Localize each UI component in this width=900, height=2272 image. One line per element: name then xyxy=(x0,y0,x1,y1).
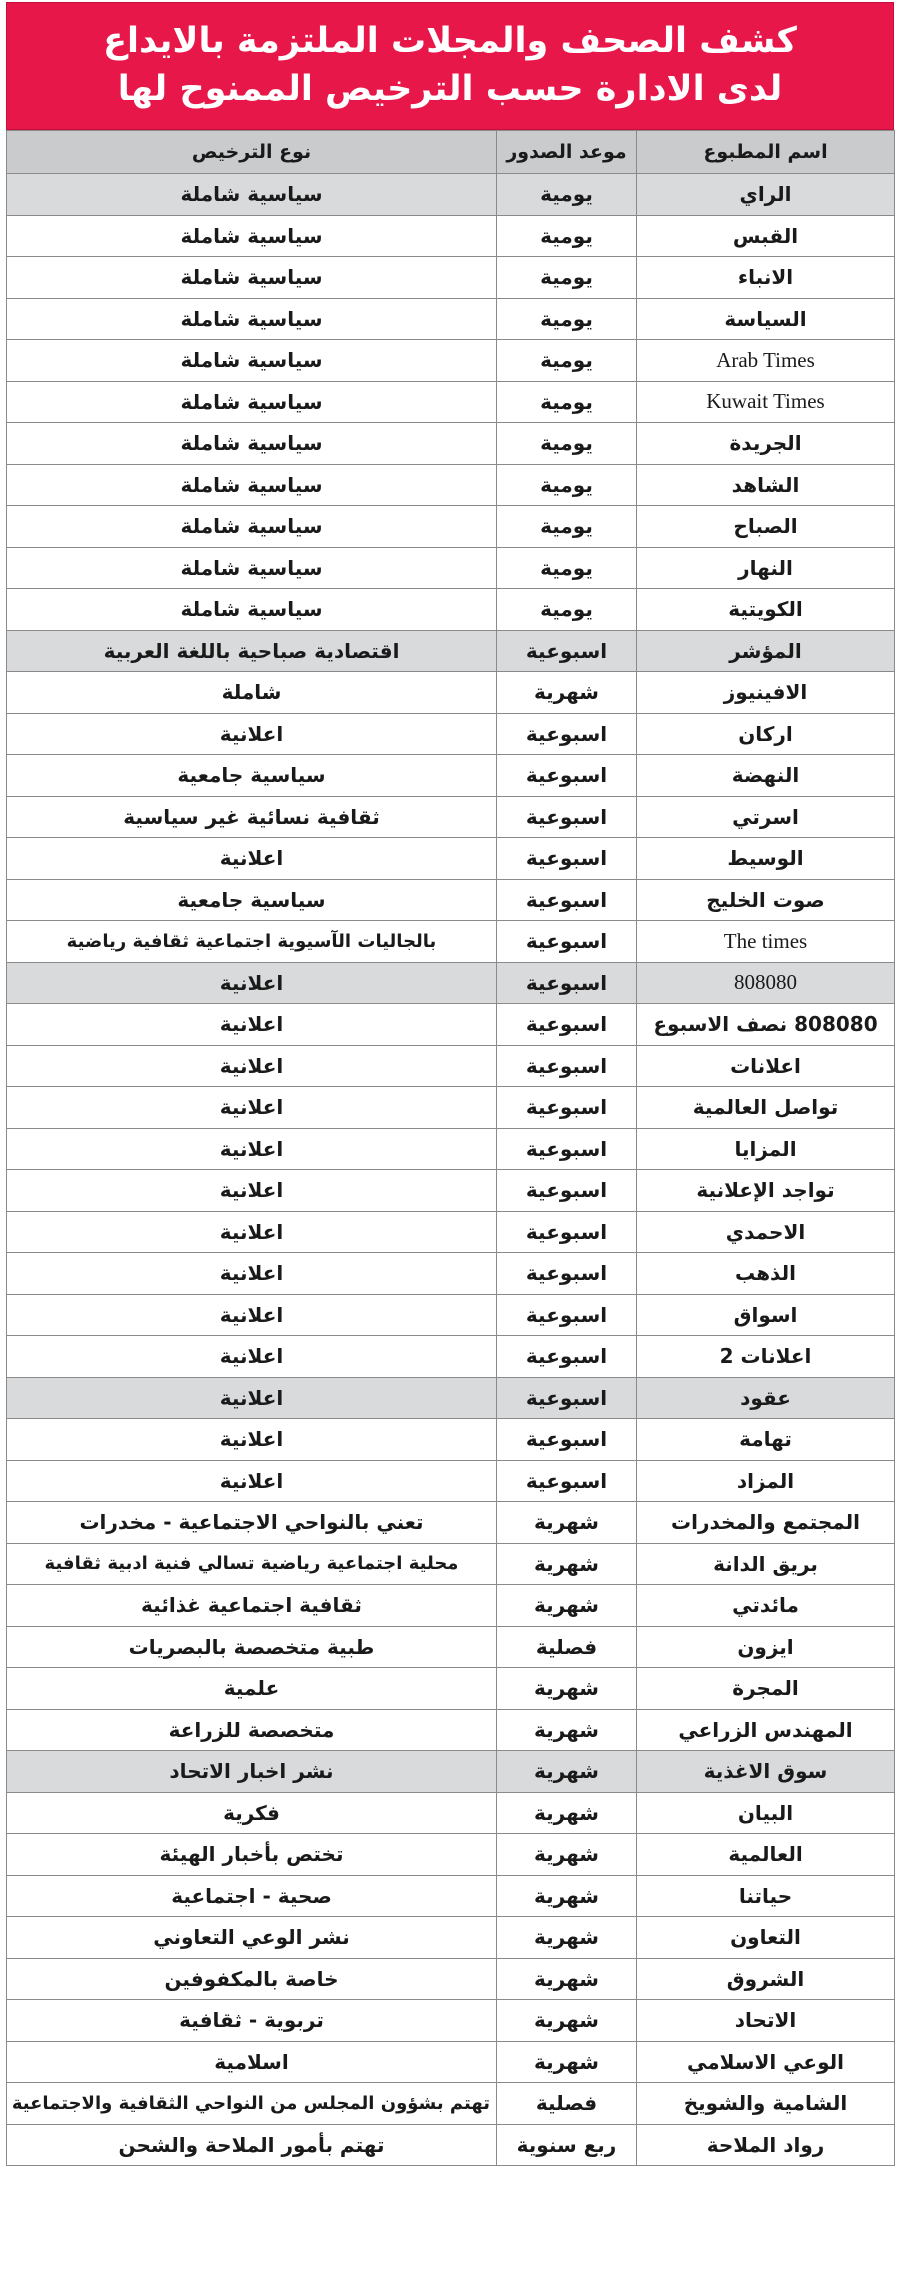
publication-name-cell: الشامية والشويخ xyxy=(637,2083,895,2125)
header-issue-frequency: موعد الصدور xyxy=(497,131,637,174)
table-row xyxy=(7,1377,895,1419)
table-row xyxy=(7,1543,895,1585)
publication-name-cell: مائدتي xyxy=(637,1585,895,1627)
publication-name-cell: صوت الخليج xyxy=(637,879,895,921)
license-type-cell: اعلانية xyxy=(7,1419,497,1461)
license-type-cell: اعلانية xyxy=(7,1336,497,1378)
issue-frequency-cell: اسبوعية xyxy=(497,921,637,963)
publication-name-cell: Arab Times xyxy=(637,340,895,382)
publication-name-cell: 808080 نصف الاسبوع xyxy=(637,1004,895,1046)
issue-frequency-cell: اسبوعية xyxy=(497,1460,637,1502)
issue-frequency-cell: اسبوعية xyxy=(497,1170,637,1212)
table-body xyxy=(7,174,895,2166)
table-header-row xyxy=(7,131,895,174)
table-row xyxy=(7,796,895,838)
table-row xyxy=(7,506,895,548)
table-row xyxy=(7,1045,895,1087)
table-row xyxy=(7,921,895,963)
table-row xyxy=(7,464,895,506)
issue-frequency-cell: شهرية xyxy=(497,672,637,714)
table-row xyxy=(7,2124,895,2166)
license-type-cell: علمية xyxy=(7,1668,497,1710)
issue-frequency-cell: يومية xyxy=(497,381,637,423)
license-type-cell: اعلانية xyxy=(7,713,497,755)
publication-name-cell: العالمية xyxy=(637,1834,895,1876)
table-row xyxy=(7,2000,895,2042)
license-type-cell: سياسية شاملة xyxy=(7,423,497,465)
publication-name-cell: حياتنا xyxy=(637,1875,895,1917)
license-type-cell: ثقافية اجتماعية غذائية xyxy=(7,1585,497,1627)
table-row xyxy=(7,1875,895,1917)
issue-frequency-cell: اسبوعية xyxy=(497,755,637,797)
publication-name-cell: الصباح xyxy=(637,506,895,548)
issue-frequency-cell: شهرية xyxy=(497,1792,637,1834)
table-row xyxy=(7,1004,895,1046)
issue-frequency-cell: يومية xyxy=(497,547,637,589)
license-type-cell: اعلانية xyxy=(7,1170,497,1212)
publication-name-cell: المزاد xyxy=(637,1460,895,1502)
publication-name-cell: اسرتي xyxy=(637,796,895,838)
table-row xyxy=(7,381,895,423)
table-row xyxy=(7,1336,895,1378)
publication-name-cell: القبس xyxy=(637,215,895,257)
publication-name-cell: اعلانات xyxy=(637,1045,895,1087)
publication-name-cell: الذهب xyxy=(637,1253,895,1295)
license-type-cell: اقتصادية صباحية باللغة العربية xyxy=(7,630,497,672)
license-type-cell: اعلانية xyxy=(7,1004,497,1046)
table-row xyxy=(7,755,895,797)
publication-name-cell: Kuwait Times xyxy=(637,381,895,423)
publication-name-cell: الاتحاد xyxy=(637,2000,895,2042)
publication-name-cell: اعلانات 2 xyxy=(637,1336,895,1378)
publication-name-cell: تهامة xyxy=(637,1419,895,1461)
table-row xyxy=(7,1502,895,1544)
table-row xyxy=(7,1460,895,1502)
table-row xyxy=(7,1211,895,1253)
publication-name-cell: الجريدة xyxy=(637,423,895,465)
table-row xyxy=(7,1792,895,1834)
license-type-cell: سياسية شاملة xyxy=(7,381,497,423)
table-row xyxy=(7,257,895,299)
issue-frequency-cell: اسبوعية xyxy=(497,1004,637,1046)
table-row xyxy=(7,298,895,340)
publications-table xyxy=(6,130,895,2166)
table-row xyxy=(7,672,895,714)
table-row xyxy=(7,1170,895,1212)
table-row xyxy=(7,1709,895,1751)
issue-frequency-cell: شهرية xyxy=(497,1751,637,1793)
publication-name-cell: المجرة xyxy=(637,1668,895,1710)
publication-name-cell: البيان xyxy=(637,1792,895,1834)
publication-name-cell: التعاون xyxy=(637,1917,895,1959)
issue-frequency-cell: شهرية xyxy=(497,1585,637,1627)
table-row xyxy=(7,1751,895,1793)
issue-frequency-cell: اسبوعية xyxy=(497,1087,637,1129)
issue-frequency-cell: شهرية xyxy=(497,1709,637,1751)
issue-frequency-cell: يومية xyxy=(497,257,637,299)
title-line-2: لدى الادارة حسب الترخيص الممنوح لها xyxy=(117,69,783,109)
issue-frequency-cell: شهرية xyxy=(497,1958,637,2000)
table-row xyxy=(7,1626,895,1668)
license-type-cell: صحية - اجتماعية xyxy=(7,1875,497,1917)
publication-name-cell: الانباء xyxy=(637,257,895,299)
license-type-cell: نشر الوعي التعاوني xyxy=(7,1917,497,1959)
license-type-cell: سياسية شاملة xyxy=(7,464,497,506)
issue-frequency-cell: اسبوعية xyxy=(497,1294,637,1336)
table-row xyxy=(7,1585,895,1627)
license-type-cell: تهتم بأمور الملاحة والشحن xyxy=(7,2124,497,2166)
license-type-cell: محلية اجتماعية رياضية تسالي فنية ادبية ثقافية xyxy=(7,1543,497,1585)
license-type-cell: اعلانية xyxy=(7,1460,497,1502)
issue-frequency-cell: شهرية xyxy=(497,2000,637,2042)
publication-name-cell: المؤشر xyxy=(637,630,895,672)
table-row xyxy=(7,1294,895,1336)
table-row xyxy=(7,2041,895,2083)
table-row xyxy=(7,1087,895,1129)
issue-frequency-cell: يومية xyxy=(497,506,637,548)
publication-name-cell: تواجد الإعلانية xyxy=(637,1170,895,1212)
issue-frequency-cell: اسبوعية xyxy=(497,1253,637,1295)
license-type-cell: سياسية جامعية xyxy=(7,879,497,921)
table-row xyxy=(7,174,895,216)
license-type-cell: اعلانية xyxy=(7,838,497,880)
table-row xyxy=(7,215,895,257)
table-row xyxy=(7,1419,895,1461)
issue-frequency-cell: شهرية xyxy=(497,1917,637,1959)
issue-frequency-cell: اسبوعية xyxy=(497,838,637,880)
license-type-cell: اعلانية xyxy=(7,1045,497,1087)
header-license-type: نوع الترخيص xyxy=(7,131,497,174)
table-row xyxy=(7,340,895,382)
issue-frequency-cell: اسبوعية xyxy=(497,796,637,838)
issue-frequency-cell: يومية xyxy=(497,215,637,257)
issue-frequency-cell: اسبوعية xyxy=(497,1419,637,1461)
publication-name-cell: المزايا xyxy=(637,1128,895,1170)
license-type-cell: سياسية شاملة xyxy=(7,547,497,589)
publication-name-cell: The times xyxy=(637,921,895,963)
issue-frequency-cell: يومية xyxy=(497,589,637,631)
license-type-cell: اعلانية xyxy=(7,1377,497,1419)
table-row xyxy=(7,547,895,589)
license-type-cell: اعلانية xyxy=(7,1253,497,1295)
publication-name-cell: 808080 xyxy=(637,962,895,1004)
license-type-cell: سياسية شاملة xyxy=(7,215,497,257)
publication-name-cell: الشاهد xyxy=(637,464,895,506)
license-type-cell: سياسية شاملة xyxy=(7,589,497,631)
license-type-cell: فكرية xyxy=(7,1792,497,1834)
license-type-cell: سياسية شاملة xyxy=(7,174,497,216)
license-type-cell: اعلانية xyxy=(7,1087,497,1129)
publication-name-cell: ايزون xyxy=(637,1626,895,1668)
license-type-cell: متخصصة للزراعة xyxy=(7,1709,497,1751)
license-type-cell: شاملة xyxy=(7,672,497,714)
table-row xyxy=(7,838,895,880)
publication-name-cell: الوسيط xyxy=(637,838,895,880)
table-row xyxy=(7,2083,895,2125)
table-row xyxy=(7,1917,895,1959)
publication-name-cell: اركان xyxy=(637,713,895,755)
table-row xyxy=(7,1668,895,1710)
license-type-cell: بالجاليات الآسيوية اجتماعية ثقافية رياضية xyxy=(7,921,497,963)
publication-name-cell: النهضة xyxy=(637,755,895,797)
license-type-cell: تربوية - ثقافية xyxy=(7,2000,497,2042)
publication-name-cell: المجتمع والمخدرات xyxy=(637,1502,895,1544)
publication-name-cell: رواد الملاحة xyxy=(637,2124,895,2166)
license-type-cell: اعلانية xyxy=(7,962,497,1004)
license-type-cell: سياسية جامعية xyxy=(7,755,497,797)
issue-frequency-cell: يومية xyxy=(497,464,637,506)
issue-frequency-cell: شهرية xyxy=(497,1834,637,1876)
issue-frequency-cell: فصلية xyxy=(497,1626,637,1668)
license-type-cell: تهتم بشؤون المجلس من النواحي الثقافية والاجتماعية xyxy=(7,2083,497,2125)
publication-name-cell: الشروق xyxy=(637,1958,895,2000)
table-row xyxy=(7,1958,895,2000)
publication-name-cell: الافينيوز xyxy=(637,672,895,714)
issue-frequency-cell: اسبوعية xyxy=(497,1211,637,1253)
table-row xyxy=(7,879,895,921)
issue-frequency-cell: شهرية xyxy=(497,1543,637,1585)
publication-name-cell: تواصل العالمية xyxy=(637,1087,895,1129)
license-type-cell: اسلامية xyxy=(7,2041,497,2083)
issue-frequency-cell: اسبوعية xyxy=(497,1045,637,1087)
title-banner xyxy=(6,2,894,130)
publication-name-cell: المهندس الزراعي xyxy=(637,1709,895,1751)
table-row xyxy=(7,1834,895,1876)
issue-frequency-cell: يومية xyxy=(497,174,637,216)
table-row xyxy=(7,423,895,465)
table-row xyxy=(7,589,895,631)
license-type-cell: سياسية شاملة xyxy=(7,506,497,548)
license-type-cell: اعلانية xyxy=(7,1128,497,1170)
table-row xyxy=(7,713,895,755)
header-publication-name: اسم المطبوع xyxy=(637,131,895,174)
license-type-cell: سياسية شاملة xyxy=(7,298,497,340)
issue-frequency-cell: شهرية xyxy=(497,1668,637,1710)
issue-frequency-cell: يومية xyxy=(497,423,637,465)
license-type-cell: اعلانية xyxy=(7,1211,497,1253)
table-row xyxy=(7,962,895,1004)
publication-name-cell: السياسة xyxy=(637,298,895,340)
license-type-cell: طبية متخصصة بالبصريات xyxy=(7,1626,497,1668)
publication-name-cell: بريق الدانة xyxy=(637,1543,895,1585)
publication-name-cell: النهار xyxy=(637,547,895,589)
publication-name-cell: الراي xyxy=(637,174,895,216)
issue-frequency-cell: شهرية xyxy=(497,1875,637,1917)
issue-frequency-cell: شهرية xyxy=(497,2041,637,2083)
issue-frequency-cell: اسبوعية xyxy=(497,1336,637,1378)
issue-frequency-cell: يومية xyxy=(497,340,637,382)
issue-frequency-cell: اسبوعية xyxy=(497,962,637,1004)
license-type-cell: خاصة بالمكفوفين xyxy=(7,1958,497,2000)
issue-frequency-cell: يومية xyxy=(497,298,637,340)
license-type-cell: نشر اخبار الاتحاد xyxy=(7,1751,497,1793)
table-row xyxy=(7,1253,895,1295)
publication-name-cell: الاحمدي xyxy=(637,1211,895,1253)
table-row xyxy=(7,1128,895,1170)
issue-frequency-cell: فصلية xyxy=(497,2083,637,2125)
issue-frequency-cell: شهرية xyxy=(497,1502,637,1544)
publication-name-cell: الوعي الاسلامي xyxy=(637,2041,895,2083)
publication-name-cell: اسواق xyxy=(637,1294,895,1336)
title-line-1: كشف الصحف والمجلات الملتزمة بالايداع xyxy=(103,21,797,61)
license-type-cell: ثقافية نسائية غير سياسية xyxy=(7,796,497,838)
issue-frequency-cell: ربع سنوية xyxy=(497,2124,637,2166)
license-type-cell: سياسية شاملة xyxy=(7,257,497,299)
publication-name-cell: عقود xyxy=(637,1377,895,1419)
license-type-cell: اعلانية xyxy=(7,1294,497,1336)
issue-frequency-cell: اسبوعية xyxy=(497,713,637,755)
license-type-cell: تختص بأخبار الهيئة xyxy=(7,1834,497,1876)
license-type-cell: تعني بالنواحي الاجتماعية - مخدرات xyxy=(7,1502,497,1544)
issue-frequency-cell: اسبوعية xyxy=(497,630,637,672)
table-row xyxy=(7,630,895,672)
license-type-cell: سياسية شاملة xyxy=(7,340,497,382)
issue-frequency-cell: اسبوعية xyxy=(497,1377,637,1419)
publication-name-cell: الكويتية xyxy=(637,589,895,631)
issue-frequency-cell: اسبوعية xyxy=(497,1128,637,1170)
issue-frequency-cell: اسبوعية xyxy=(497,879,637,921)
publication-name-cell: سوق الاغذية xyxy=(637,1751,895,1793)
